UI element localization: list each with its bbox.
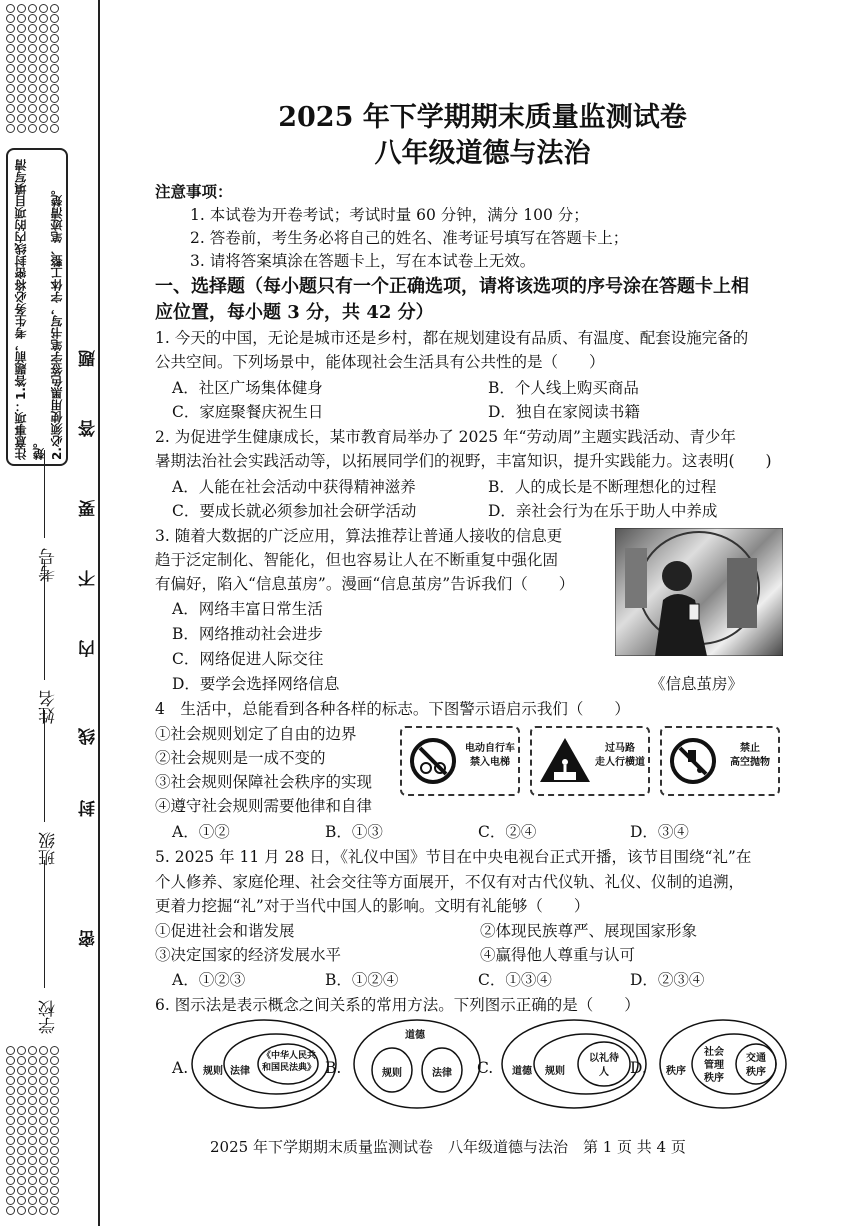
exam-number-label: 考号 (39, 548, 59, 582)
seal-char: 内 (79, 640, 99, 657)
diagram-a-inner-label: 《中华人民共和国民法典》 (262, 1051, 317, 1073)
punch-hole (28, 84, 37, 93)
punch-hole (50, 1086, 59, 1095)
seal-char: 题 (79, 350, 99, 367)
punch-hole (28, 34, 37, 43)
q5-option-b[interactable]: B．①②④ (325, 971, 399, 989)
punch-hole (17, 94, 26, 103)
punch-hole (6, 1046, 15, 1055)
punch-hole (39, 1136, 48, 1145)
punch-hole (28, 64, 37, 73)
punch-hole (17, 74, 26, 83)
punch-hole (17, 124, 26, 133)
binding-notice-box (6, 148, 68, 466)
punch-hole (6, 1076, 15, 1085)
punch-hole (39, 1196, 48, 1205)
punch-hole (28, 14, 37, 23)
q5-statement: ③决定国家的经济发展水平 (155, 946, 342, 964)
punch-hole (17, 1056, 26, 1065)
punch-hole (6, 1136, 15, 1145)
q1-option-c[interactable]: C．家庭聚餐庆祝生日 (172, 403, 324, 421)
cartoon-caption: 《信息茧房》 (650, 675, 744, 693)
q5-statement: ④赢得他人尊重与认可 (480, 946, 636, 964)
punch-hole (6, 1176, 15, 1185)
q5-option-c[interactable]: C．①③④ (478, 971, 552, 989)
diagram-d-outer-label: 秩序 (666, 1066, 686, 1077)
question-5-stem: 更着力挖掘“礼”对于当代中国人的影响。文明有礼能够（ ） (155, 897, 590, 915)
punch-hole (17, 104, 26, 113)
diagram-c-inner-label: 以礼待人 (589, 1053, 619, 1078)
punch-hole (17, 1096, 26, 1105)
punch-hole (17, 1156, 26, 1165)
punch-hole (6, 1096, 15, 1105)
punch-hole (28, 1146, 37, 1155)
sign-text: 禁入电梯 (470, 757, 510, 768)
note-item: 1. 本试卷为开卷考试；考试时量 60 分钟，满分 100 分； (190, 206, 589, 224)
punch-hole (6, 1186, 15, 1195)
q2-option-b[interactable]: B．人的成长是不断理想化的过程 (488, 478, 717, 496)
punch-hole (28, 24, 37, 33)
punch-hole (39, 1176, 48, 1185)
punch-hole (50, 64, 59, 73)
punch-hole (28, 1176, 37, 1185)
punch-holes-top (6, 4, 62, 133)
q3-option-c[interactable]: C．网络促进人际交往 (172, 650, 324, 668)
punch-hole (50, 1206, 59, 1215)
punch-hole (6, 1166, 15, 1175)
question-2-stem: 2. 为促进学生健康成长，某市教育局举办了 2025 年“劳动周”主题实践活动、青少年 (155, 428, 736, 446)
punch-hole (28, 1126, 37, 1135)
seal-line (98, 0, 100, 1226)
q6-option-c[interactable]: C. (477, 1059, 494, 1077)
diagram-d-inner-label: 交通秩序 (746, 1053, 766, 1078)
punch-hole (39, 1096, 48, 1105)
punch-hole (6, 94, 15, 103)
punch-hole (28, 1076, 37, 1085)
punch-hole (39, 24, 48, 33)
punch-hole (28, 54, 37, 63)
punch-hole (6, 1116, 15, 1125)
punch-hole (17, 1136, 26, 1145)
punch-hole (39, 4, 48, 13)
punch-hole (17, 44, 26, 53)
punch-hole (28, 1136, 37, 1145)
q3-option-a[interactable]: A．网络丰富日常生活 (172, 600, 323, 618)
punch-hole (17, 1126, 26, 1135)
cartoon-image (615, 528, 783, 656)
diagram-c-outer-label: 道德 (512, 1066, 532, 1077)
punch-hole (6, 1086, 15, 1095)
seal-char: 不 (79, 570, 99, 587)
punch-hole (6, 1106, 15, 1115)
question-2-stem: 暑期法治社会实践活动等，以拓展同学们的视野，丰富知识，提升实践能力。这表明( ) (155, 452, 772, 470)
binding-notice: 注意事项：1.答题前，考生务必将密封线内的项目填写清楚。 2.必须使用黑色签字笔书写，字体工整、笔迹清楚。 (14, 159, 64, 460)
punch-hole (50, 34, 59, 43)
punch-hole (17, 1116, 26, 1125)
punch-hole (50, 1146, 59, 1155)
diagram-a-outer-label: 规则 (203, 1066, 223, 1077)
punch-hole (6, 24, 15, 33)
punch-hole (17, 1046, 26, 1055)
punch-hole (6, 1056, 15, 1065)
punch-hole (6, 1146, 15, 1155)
punch-hole (6, 34, 15, 43)
punch-hole (28, 1156, 37, 1165)
seal-char: 密 (79, 930, 99, 947)
punch-hole (39, 104, 48, 113)
warning-signs (400, 726, 784, 800)
q5-statement: ②体现民族尊严、展现国家形象 (480, 922, 698, 940)
punch-hole (39, 1186, 48, 1195)
q4-statement: ③社会规则保障社会秩序的实现 (155, 773, 373, 791)
punch-hole (50, 1176, 59, 1185)
sign-text: 走人行横道 (595, 757, 645, 768)
punch-hole (39, 1146, 48, 1155)
punch-hole (50, 1136, 59, 1145)
diagram-b-right-label: 法律 (432, 1068, 452, 1079)
punch-hole (17, 1066, 26, 1075)
exam-subtitle: 八年级道德与法治 (374, 138, 591, 169)
punch-hole (28, 74, 37, 83)
punch-hole (6, 44, 15, 53)
punch-hole (6, 1126, 15, 1135)
punch-hole (17, 64, 26, 73)
punch-hole (17, 24, 26, 33)
punch-hole (17, 54, 26, 63)
punch-hole (50, 94, 59, 103)
note-item: 3. 请将答案填涂在答题卡上，写在本试卷上无效。 (190, 252, 536, 270)
prohibition-icon (410, 738, 456, 784)
punch-hole (17, 114, 26, 123)
q6-option-d[interactable]: D. (630, 1059, 647, 1077)
class-label: 班级 (39, 832, 59, 866)
q5-option-d[interactable]: D．②③④ (630, 971, 705, 989)
sign-text: 电动自行车 (465, 743, 515, 754)
question-1-stem: 公共空间。下列场景中，能体现社会生活具有公共性的是（ ） (155, 353, 605, 371)
diagram-c-mid-label: 规则 (545, 1066, 565, 1077)
punch-hole (50, 74, 59, 83)
punch-hole (39, 1056, 48, 1065)
school-field[interactable] (44, 860, 45, 988)
punch-hole (50, 84, 59, 93)
question-5-stem: 5. 2025 年 11 月 28 日，《礼仪中国》节目在中央电视台正式开播，该节目围绕“礼”在 (155, 848, 752, 866)
punch-hole (39, 84, 48, 93)
punch-hole (28, 1086, 37, 1095)
question-3-stem: 有偏好，陷入“信息茧房”。漫画“信息茧房”告诉我们（ ） (155, 575, 575, 593)
diagram-d-mid-label: 社会管理秩序 (704, 1047, 724, 1084)
punch-hole (50, 104, 59, 113)
q6-option-a[interactable]: A. (172, 1059, 189, 1077)
punch-hole (6, 4, 15, 13)
punch-hole (17, 1186, 26, 1195)
punch-hole (50, 24, 59, 33)
sign-text: 高空抛物 (730, 757, 770, 768)
no-throwing-sign (660, 726, 780, 796)
q3-option-d[interactable]: D．要学会选择网络信息 (172, 675, 340, 693)
note-item: 2. 答卷前，考生务必将自己的姓名、准考证号填写在答题卡上； (190, 229, 629, 247)
exam-header (150, 100, 815, 172)
punch-hole (39, 124, 48, 133)
punch-hole (28, 1046, 37, 1055)
no-ebike-elevator-sign (400, 726, 520, 796)
punch-hole (39, 1206, 48, 1215)
punch-hole (28, 1116, 37, 1125)
diagram-b-left-label: 规则 (382, 1068, 402, 1079)
punch-hole (50, 114, 59, 123)
q4-statement: ④遵守社会规则需要他律和自律 (155, 797, 373, 815)
q6-option-b[interactable]: B. (325, 1059, 342, 1077)
punch-hole (39, 1086, 48, 1095)
question-1-stem: 1. 今天的中国，无论是城市还是乡村，都在规划建设有品质、有温度、配套设施完备的 (155, 329, 749, 347)
page-footer: 2025 年下学期期末质量监测试卷 八年级道德与法治 第 1 页 共 4 页 (210, 1138, 686, 1156)
punch-hole (28, 4, 37, 13)
seal-char: 封 (79, 800, 99, 817)
punch-hole (17, 1146, 26, 1155)
punch-hole (6, 54, 15, 63)
punch-hole (6, 1156, 15, 1165)
school-label: 学校 (39, 1000, 59, 1034)
q2-option-d[interactable]: D．亲社会行为在乐于助人中养成 (488, 502, 718, 520)
punch-hole (50, 44, 59, 53)
punch-hole (50, 1156, 59, 1165)
sign-text: 禁止 (740, 743, 760, 754)
q2-option-a[interactable]: A．人能在社会活动中获得精神滋养 (172, 478, 416, 496)
punch-hole (17, 34, 26, 43)
punch-hole (17, 1196, 26, 1205)
q4-statement: ②社会规则是一成不变的 (155, 749, 326, 767)
q5-statement: ①促进社会和谐发展 (155, 922, 295, 940)
seal-char: 答 (79, 420, 99, 437)
section-heading-cont: 应位置，每小题 3 分，共 42 分） (155, 302, 434, 323)
notes-heading: 注意事项： (155, 182, 233, 201)
punch-hole (50, 1116, 59, 1125)
q4-option-a[interactable]: A．①② (172, 823, 230, 841)
binding-margin (0, 0, 100, 1226)
punch-hole (17, 1166, 26, 1175)
q5-option-a[interactable]: A．①②③ (172, 971, 246, 989)
punch-hole (28, 104, 37, 113)
punch-hole (17, 1086, 26, 1095)
punch-hole (39, 34, 48, 43)
punch-hole (28, 1166, 37, 1175)
question-5-stem: 个人修养、家庭伦理、社会交往等方面展开，不仅有对古代仪轨、礼仪、仪制的追溯， (155, 873, 745, 891)
punch-hole (28, 44, 37, 53)
punch-hole (39, 1156, 48, 1165)
question-3-stem: 趋于泛定制化、智能化，但也容易让人在不断重复中强化固 (155, 551, 559, 569)
punch-hole (39, 64, 48, 73)
punch-hole (39, 74, 48, 83)
punch-hole (28, 1196, 37, 1205)
diagram-a-mid-label: 法律 (230, 1066, 250, 1077)
punch-hole (39, 114, 48, 123)
question-3-stem: 3. 随着大数据的广泛应用，算法推荐让普通人接收的信息更 (155, 527, 563, 545)
punch-hole (39, 1126, 48, 1135)
punch-hole (28, 124, 37, 133)
prohibition-icon (670, 738, 716, 784)
q4-statement: ①社会规则划定了自由的边界 (155, 725, 357, 743)
q4-option-b[interactable]: B．①③ (325, 823, 383, 841)
punch-hole (6, 1206, 15, 1215)
punch-hole (17, 4, 26, 13)
punch-hole (39, 94, 48, 103)
punch-hole (28, 1066, 37, 1075)
punch-hole (17, 1106, 26, 1115)
seal-char: 线 (79, 728, 99, 745)
punch-hole (39, 1106, 48, 1115)
punch-hole (28, 1186, 37, 1195)
seal-char: 要 (79, 500, 99, 517)
punch-hole (50, 54, 59, 63)
punch-hole (39, 54, 48, 63)
punch-hole (17, 14, 26, 23)
crosswalk-sign (530, 726, 650, 796)
sign-text: 过马路 (605, 743, 635, 754)
q2-option-c[interactable]: C．要成长就必须参加社会研学活动 (172, 502, 417, 520)
punch-hole (17, 1076, 26, 1085)
punch-hole (39, 1116, 48, 1125)
punch-hole (17, 84, 26, 93)
q4-option-c[interactable]: C．②④ (478, 823, 537, 841)
punch-hole (39, 1166, 48, 1175)
punch-hole (6, 1066, 15, 1075)
punch-hole (6, 124, 15, 133)
punch-hole (28, 1096, 37, 1105)
punch-hole (28, 94, 37, 103)
q1-option-d[interactable]: D．独自在家阅读书籍 (488, 403, 640, 421)
punch-hole (50, 1186, 59, 1195)
punch-hole (50, 1126, 59, 1135)
punch-hole (50, 1106, 59, 1115)
punch-hole (17, 1206, 26, 1215)
punch-hole (50, 14, 59, 23)
punch-hole (50, 1196, 59, 1205)
punch-hole (28, 1056, 37, 1065)
q3-option-b[interactable]: B．网络推动社会进步 (172, 625, 323, 643)
punch-hole (6, 84, 15, 93)
punch-hole (6, 104, 15, 113)
punch-holes-bottom (6, 1046, 62, 1215)
question-6-stem: 6. 图示法是表示概念之间关系的常用方法。下列图示正确的是（ ） (155, 996, 640, 1014)
punch-hole (6, 64, 15, 73)
punch-hole (6, 14, 15, 23)
punch-hole (6, 1196, 15, 1205)
punch-hole (6, 74, 15, 83)
q4-option-d[interactable]: D．③④ (630, 823, 689, 841)
class-field[interactable] (44, 710, 45, 822)
punch-hole (39, 1076, 48, 1085)
punch-hole (50, 124, 59, 133)
punch-hole (50, 1096, 59, 1105)
punch-hole (28, 1206, 37, 1215)
punch-hole (50, 1166, 59, 1175)
exam-title: 2025 年下学期期末质量监测试卷 (278, 102, 687, 133)
punch-hole (50, 1056, 59, 1065)
section-heading: 一、选择题（每小题只有一个正确选项，请将该选项的序号涂在答题卡上相 (155, 276, 749, 297)
q1-option-a[interactable]: A．社区广场集体健身 (172, 379, 323, 397)
punch-hole (50, 1046, 59, 1055)
punch-hole (39, 1066, 48, 1075)
punch-hole (28, 1106, 37, 1115)
q1-option-b[interactable]: B．个人线上购买商品 (488, 379, 639, 397)
punch-hole (50, 4, 59, 13)
exam-number-field[interactable] (44, 450, 45, 538)
punch-hole (6, 114, 15, 123)
punch-hole (50, 1066, 59, 1075)
question-4-stem: 4 生活中，总能看到各种各样的标志。下图警示语启示我们（ ） (155, 700, 630, 718)
name-label: 姓名 (39, 690, 59, 724)
punch-hole (39, 1046, 48, 1055)
punch-hole (28, 114, 37, 123)
punch-hole (39, 44, 48, 53)
diagram-b-outer-label: 道德 (405, 1030, 425, 1041)
punch-hole (50, 1076, 59, 1085)
punch-hole (39, 14, 48, 23)
punch-hole (17, 1176, 26, 1185)
